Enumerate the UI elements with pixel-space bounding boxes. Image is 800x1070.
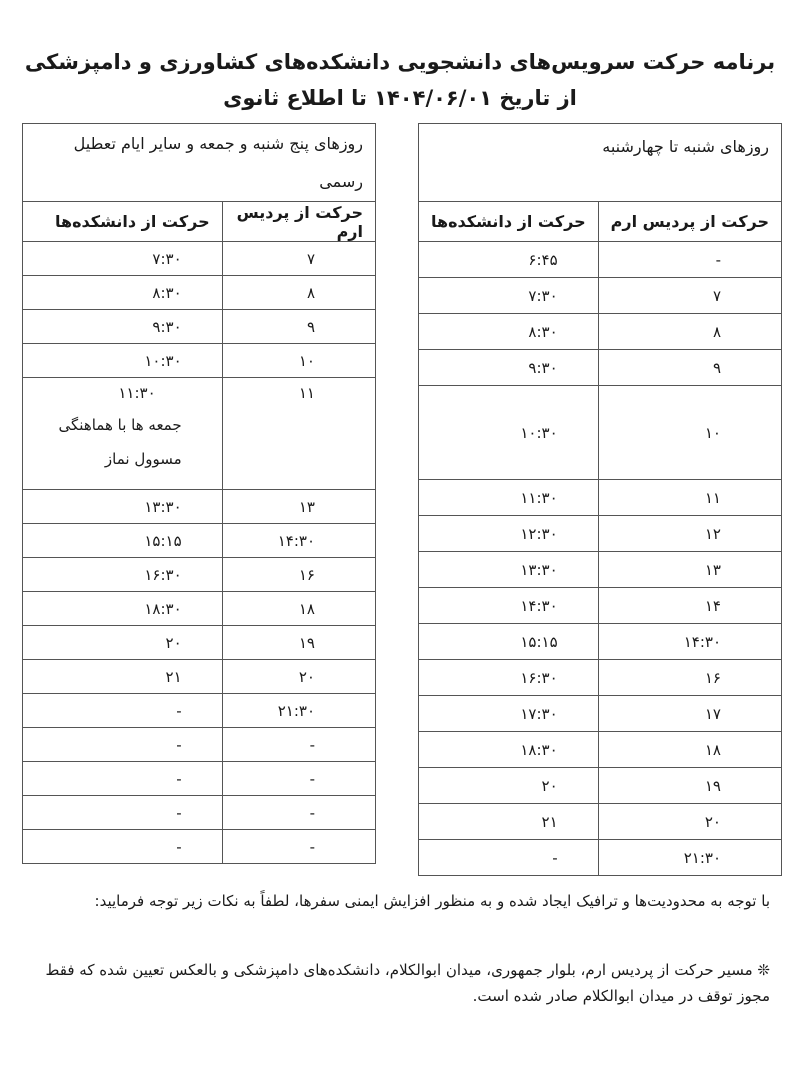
document-date-range: از تاریخ ۱۴۰۴/۰۶/۰۱ تا اطلاع ثانوی <box>223 86 577 110</box>
campus-departure-cell: ۹ <box>598 350 781 386</box>
campus-departure-cell: ۲۱:۳۰ <box>598 840 781 876</box>
campus-departure-cell: ۱۶ <box>598 660 781 696</box>
campus-departure-cell: ۱۴ <box>598 588 781 624</box>
table-row <box>23 310 376 344</box>
table-row <box>419 768 782 804</box>
campus-departure-cell: ۲۰ <box>598 804 781 840</box>
faculty-departure-cell: ۱۸:۳۰ <box>23 592 223 626</box>
campus-departure-cell: ۱۳ <box>222 490 375 524</box>
campus-departure-cell: ۱۸ <box>598 732 781 768</box>
campus-departure-cell: - <box>222 830 375 864</box>
table-row <box>23 762 376 796</box>
weekday-day-header: روزهای شنبه تا چهارشنبه <box>419 124 782 202</box>
route-note <box>30 957 770 1009</box>
table-row <box>419 840 782 876</box>
asterisk-icon: ❊ <box>752 961 770 979</box>
faculty-departure-cell: ۱۰:۳۰ <box>419 386 599 480</box>
table-row <box>23 660 376 694</box>
table-row <box>23 796 376 830</box>
weekday-col-faculty: حرکت از دانشکده‌ها <box>419 202 599 242</box>
table-row <box>419 480 782 516</box>
faculty-departure-cell: ۱۵:۱۵ <box>23 524 223 558</box>
faculty-departure-cell: ۱۳:۳۰ <box>23 490 223 524</box>
faculty-departure-cell: ۱۲:۳۰ <box>419 516 599 552</box>
faculty-departure-cell: - <box>23 728 223 762</box>
faculty-departure-cell: ۱۶:۳۰ <box>23 558 223 592</box>
faculty-departure-cell: ۷:۳۰ <box>419 278 599 314</box>
faculty-time: ۱۱:۳۰ <box>118 384 156 402</box>
table-row <box>419 588 782 624</box>
table-row <box>419 624 782 660</box>
weekday-col-campus: حرکت از پردیس ارم <box>598 202 781 242</box>
campus-departure-cell: ۱۱ <box>598 480 781 516</box>
table-row <box>23 830 376 864</box>
faculty-departure-cell: - <box>23 796 223 830</box>
campus-departure-cell: ۸ <box>222 276 375 310</box>
route-note-text: مسیر حرکت از پردیس ارم، بلوار جمهوری، میدان ابوالکلام، دانشکده‌های دامپزشکی و بالعکس تعیین شده که فقط مجوز توقف در میدان ابوالکلام صادر شده است. <box>45 961 770 1005</box>
campus-departure-cell: ۲۱:۳۰ <box>222 694 375 728</box>
faculty-departure-cell: ۲۱ <box>23 660 223 694</box>
table-row <box>419 552 782 588</box>
table-row <box>23 694 376 728</box>
campus-departure-cell: ۱۶ <box>222 558 375 592</box>
faculty-departure-cell: ۷:۳۰ <box>23 242 223 276</box>
campus-departure-cell: ۱۴:۳۰ <box>222 524 375 558</box>
notice-text: با توجه به محدودیت‌ها و ترافیک ایجاد شده و به منظور افزایش ایمنی سفرها، لطفاً به نکات زیر توجه فرمایید: <box>94 892 770 910</box>
faculty-departure-cell: - <box>419 840 599 876</box>
table-row <box>419 660 782 696</box>
faculty-departure-cell: - <box>23 830 223 864</box>
table-row <box>23 524 376 558</box>
table-row <box>23 592 376 626</box>
faculty-departure-cell: ۱۸:۳۰ <box>419 732 599 768</box>
faculty-departure-cell: ۲۰ <box>23 626 223 660</box>
campus-departure-cell: ۱۰ <box>598 386 781 480</box>
faculty-departure-cell: ۱۱:۳۰ <box>419 480 599 516</box>
campus-departure-cell: ۱۹ <box>222 626 375 660</box>
campus-departure-cell: ۱۴:۳۰ <box>598 624 781 660</box>
campus-departure-cell: ۱۰ <box>222 344 375 378</box>
faculty-departure-cell: ۱۷:۳۰ <box>419 696 599 732</box>
faculty-departure-cell: ۸:۳۰ <box>23 276 223 310</box>
faculty-departure-cell: ۹:۳۰ <box>23 310 223 344</box>
faculty-departure-cell <box>23 378 223 490</box>
faculty-departure-cell: - <box>23 762 223 796</box>
table-row <box>419 386 782 480</box>
faculty-departure-cell: ۱۴:۳۰ <box>419 588 599 624</box>
table-row <box>23 728 376 762</box>
table-row <box>419 314 782 350</box>
table-row <box>419 278 782 314</box>
table-row <box>23 344 376 378</box>
table-row <box>419 350 782 386</box>
document-title: برنامه حرکت سرویس‌های دانشجویی دانشکده‌های کشاورزی و دامپزشکی <box>24 50 776 74</box>
weekend-schedule-table <box>22 123 376 864</box>
table-row <box>419 242 782 278</box>
weekend-day-header: روزهای پنج شنبه و جمعه و سایر ایام تعطیل رسمی <box>23 124 376 202</box>
weekend-col-campus: حرکت از پردیس ارم <box>222 202 375 242</box>
friday-note: جمعه ها با هماهنگی مسوول نماز <box>58 416 182 468</box>
faculty-departure-cell: ۱۳:۳۰ <box>419 552 599 588</box>
faculty-departure-cell: ۸:۳۰ <box>419 314 599 350</box>
campus-departure-cell: ۱۲ <box>598 516 781 552</box>
table-row <box>23 626 376 660</box>
campus-departure-cell: ۷ <box>598 278 781 314</box>
campus-departure-cell: - <box>222 796 375 830</box>
table-row <box>419 696 782 732</box>
faculty-departure-cell: - <box>23 694 223 728</box>
campus-departure-cell: ۱۸ <box>222 592 375 626</box>
weekday-schedule-table <box>418 123 782 876</box>
faculty-departure-cell: ۹:۳۰ <box>419 350 599 386</box>
faculty-departure-cell: ۲۰ <box>419 768 599 804</box>
faculty-departure-cell: ۶:۴۵ <box>419 242 599 278</box>
campus-departure-cell: ۲۰ <box>222 660 375 694</box>
table-row <box>23 276 376 310</box>
campus-departure-cell: - <box>222 728 375 762</box>
campus-departure-cell: ۹ <box>222 310 375 344</box>
table-row <box>419 732 782 768</box>
campus-departure-cell: ۱۹ <box>598 768 781 804</box>
faculty-departure-cell: ۱۵:۱۵ <box>419 624 599 660</box>
faculty-departure-cell: ۱۰:۳۰ <box>23 344 223 378</box>
table-row <box>23 242 376 276</box>
table-row <box>419 516 782 552</box>
campus-departure-cell: ۷ <box>222 242 375 276</box>
weekend-col-faculty: حرکت از دانشکده‌ها <box>23 202 223 242</box>
table-row <box>23 558 376 592</box>
table-row <box>23 490 376 524</box>
campus-departure-cell: - <box>222 762 375 796</box>
faculty-departure-cell: ۲۱ <box>419 804 599 840</box>
campus-departure-cell: ۱۱ <box>222 378 375 490</box>
faculty-departure-cell: ۱۶:۳۰ <box>419 660 599 696</box>
campus-departure-cell: ۱۷ <box>598 696 781 732</box>
table-row <box>419 804 782 840</box>
campus-departure-cell: ۱۳ <box>598 552 781 588</box>
campus-departure-cell: ۸ <box>598 314 781 350</box>
campus-departure-cell: - <box>598 242 781 278</box>
table-row <box>23 378 376 490</box>
